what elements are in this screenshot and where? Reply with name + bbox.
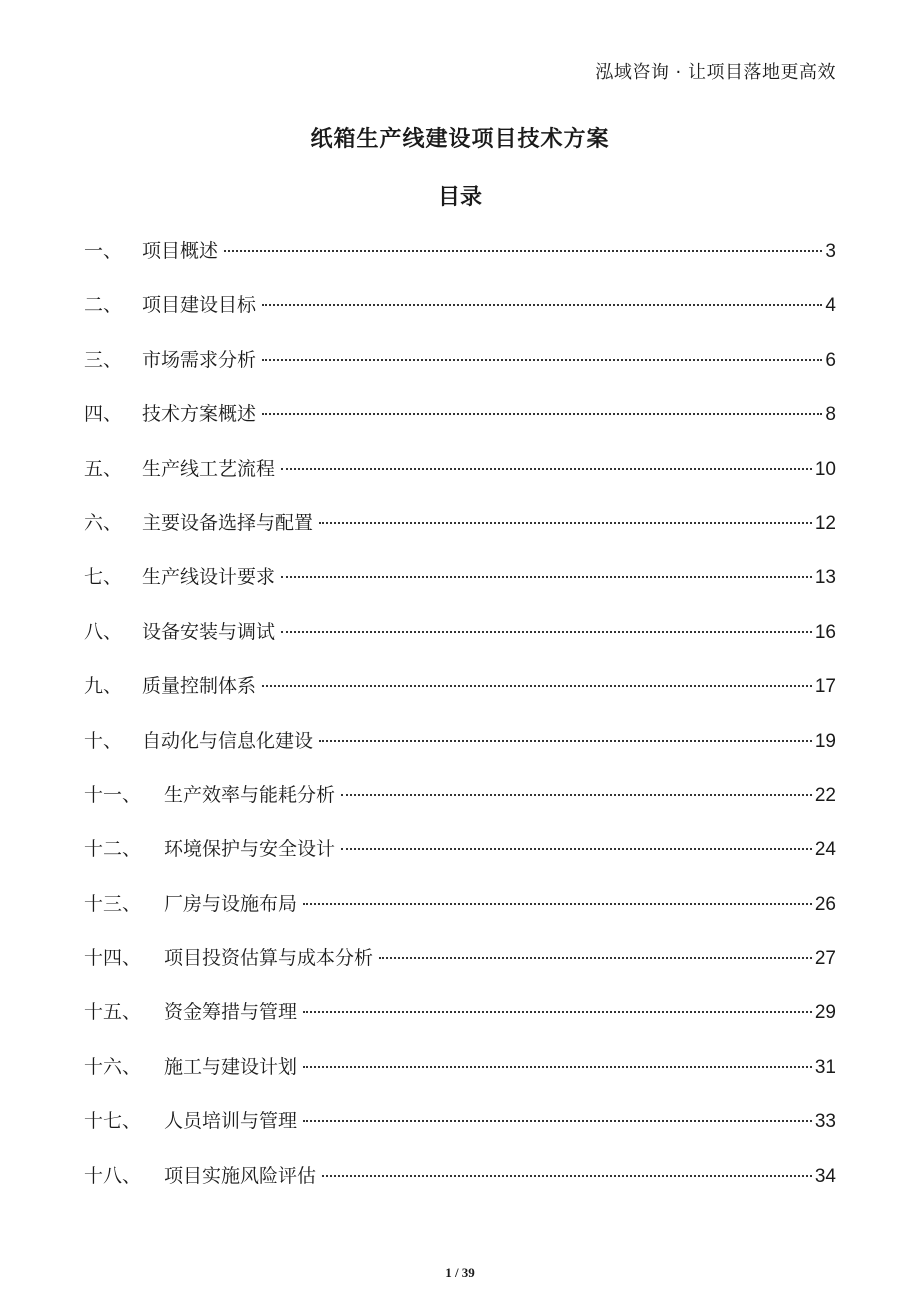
toc-entry-page: 10 bbox=[814, 458, 836, 480]
toc-entry[interactable] bbox=[84, 667, 836, 721]
toc-entry[interactable] bbox=[84, 1048, 836, 1102]
toc-entry-page: 12 bbox=[814, 512, 836, 534]
toc-leader-dots bbox=[341, 848, 812, 850]
toc-leader-dots bbox=[303, 903, 812, 905]
toc-entry-number: 七、 bbox=[84, 566, 123, 589]
toc-leader-dots bbox=[224, 250, 822, 252]
toc-entry-number: 三、 bbox=[84, 348, 123, 371]
toc-entry-number: 十二、 bbox=[84, 838, 142, 861]
toc-entry[interactable] bbox=[84, 232, 836, 286]
toc-entry-page: 33 bbox=[814, 1111, 836, 1133]
toc-leader-dots bbox=[262, 359, 822, 361]
toc-entry-number: 十四、 bbox=[84, 947, 142, 970]
toc-entry-page: 24 bbox=[814, 839, 836, 861]
toc-entry[interactable] bbox=[84, 450, 836, 504]
toc-entry[interactable] bbox=[84, 286, 836, 340]
toc-leader-dots bbox=[303, 1120, 812, 1122]
toc-entry-page: 34 bbox=[814, 1165, 836, 1187]
toc-entry-page: 22 bbox=[814, 784, 836, 806]
toc-entry-page: 29 bbox=[814, 1002, 836, 1024]
toc-entry-number: 十一、 bbox=[84, 783, 142, 806]
toc-entry[interactable] bbox=[84, 885, 836, 939]
page-number: 1 / 39 bbox=[445, 1265, 475, 1280]
document-title: 纸箱生产线建设项目技术方案 bbox=[310, 127, 610, 152]
toc-entry-number: 十七、 bbox=[84, 1110, 142, 1133]
toc-leader-dots bbox=[303, 1066, 812, 1068]
toc-entry-title: 项目概述 bbox=[142, 240, 219, 262]
toc-entry[interactable] bbox=[84, 1157, 836, 1211]
toc-entry-page: 16 bbox=[814, 621, 836, 643]
toc-entry-page: 4 bbox=[825, 295, 836, 317]
toc-entry-title: 资金筹措与管理 bbox=[164, 1001, 298, 1024]
toc-entry-number: 十三、 bbox=[84, 892, 142, 915]
toc-entry-page: 26 bbox=[814, 893, 836, 915]
toc-entry-number: 十六、 bbox=[84, 1055, 142, 1078]
toc-entry-page: 31 bbox=[814, 1056, 836, 1078]
toc-entry-title: 生产线设计要求 bbox=[142, 566, 276, 589]
toc-entry-number: 二、 bbox=[84, 294, 123, 317]
toc-leader-dots bbox=[379, 957, 812, 959]
toc-leader-dots bbox=[281, 631, 812, 633]
toc-entry[interactable] bbox=[84, 1102, 836, 1156]
table-of-contents bbox=[84, 232, 836, 1211]
toc-entry-number: 八、 bbox=[84, 620, 123, 643]
toc-entry[interactable] bbox=[84, 395, 836, 449]
toc-entry-number: 十、 bbox=[84, 729, 123, 752]
toc-entry[interactable] bbox=[84, 341, 836, 395]
toc-leader-dots bbox=[281, 576, 812, 578]
toc-entry-title: 技术方案概述 bbox=[142, 403, 257, 426]
toc-entry-title: 项目建设目标 bbox=[142, 294, 257, 317]
toc-entry-title: 设备安装与调试 bbox=[142, 620, 276, 643]
toc-entry-page: 19 bbox=[814, 730, 836, 752]
toc-entry[interactable] bbox=[84, 722, 836, 776]
toc-heading: 目录 bbox=[437, 185, 482, 210]
toc-entry-title: 项目实施风险评估 bbox=[164, 1164, 317, 1187]
toc-entry[interactable] bbox=[84, 504, 836, 558]
toc-entry-title: 自动化与信息化建设 bbox=[142, 729, 314, 752]
toc-entry-title: 质量控制体系 bbox=[142, 675, 257, 698]
toc-leader-dots bbox=[262, 685, 812, 687]
toc-entry-title: 施工与建设计划 bbox=[164, 1055, 298, 1078]
toc-entry-number: 五、 bbox=[84, 457, 123, 480]
toc-leader-dots bbox=[319, 740, 812, 742]
toc-entry[interactable] bbox=[84, 993, 836, 1047]
toc-entry-title: 生产线工艺流程 bbox=[142, 457, 276, 480]
toc-entry-title: 人员培训与管理 bbox=[164, 1110, 298, 1133]
header-tagline: 泓域咨询 · 让项目落地更高效 bbox=[595, 62, 836, 83]
toc-entry-page: 3 bbox=[825, 241, 836, 262]
toc-entry[interactable] bbox=[84, 776, 836, 830]
toc-entry[interactable] bbox=[84, 939, 836, 993]
toc-leader-dots bbox=[281, 468, 812, 470]
toc-entry[interactable] bbox=[84, 558, 836, 612]
toc-entry-number: 十五、 bbox=[84, 1001, 142, 1024]
toc-entry-title: 环境保护与安全设计 bbox=[164, 838, 336, 861]
toc-entry-page: 6 bbox=[825, 349, 836, 371]
toc-entry-title: 市场需求分析 bbox=[142, 348, 257, 371]
toc-leader-dots bbox=[262, 304, 822, 306]
toc-entry-page: 17 bbox=[814, 676, 836, 698]
toc-entry-number: 一、 bbox=[84, 240, 123, 262]
toc-entry-number: 十八、 bbox=[84, 1164, 142, 1187]
toc-entry-page: 8 bbox=[825, 404, 836, 426]
toc-leader-dots bbox=[341, 794, 812, 796]
toc-entry-page: 13 bbox=[814, 567, 836, 589]
toc-entry-title: 项目投资估算与成本分析 bbox=[164, 947, 374, 970]
toc-entry-number: 四、 bbox=[84, 403, 123, 426]
toc-leader-dots bbox=[319, 522, 812, 524]
toc-entry-number: 九、 bbox=[84, 675, 123, 698]
toc-entry-title: 厂房与设施布局 bbox=[164, 892, 298, 915]
toc-entry-title: 生产效率与能耗分析 bbox=[164, 783, 336, 806]
toc-entry-title: 主要设备选择与配置 bbox=[142, 511, 314, 534]
toc-leader-dots bbox=[262, 413, 822, 415]
toc-leader-dots bbox=[322, 1175, 812, 1177]
toc-leader-dots bbox=[303, 1011, 812, 1013]
toc-entry[interactable] bbox=[84, 830, 836, 884]
toc-entry-number: 六、 bbox=[84, 511, 123, 534]
toc-entry[interactable] bbox=[84, 613, 836, 667]
toc-entry-page: 27 bbox=[814, 948, 836, 970]
